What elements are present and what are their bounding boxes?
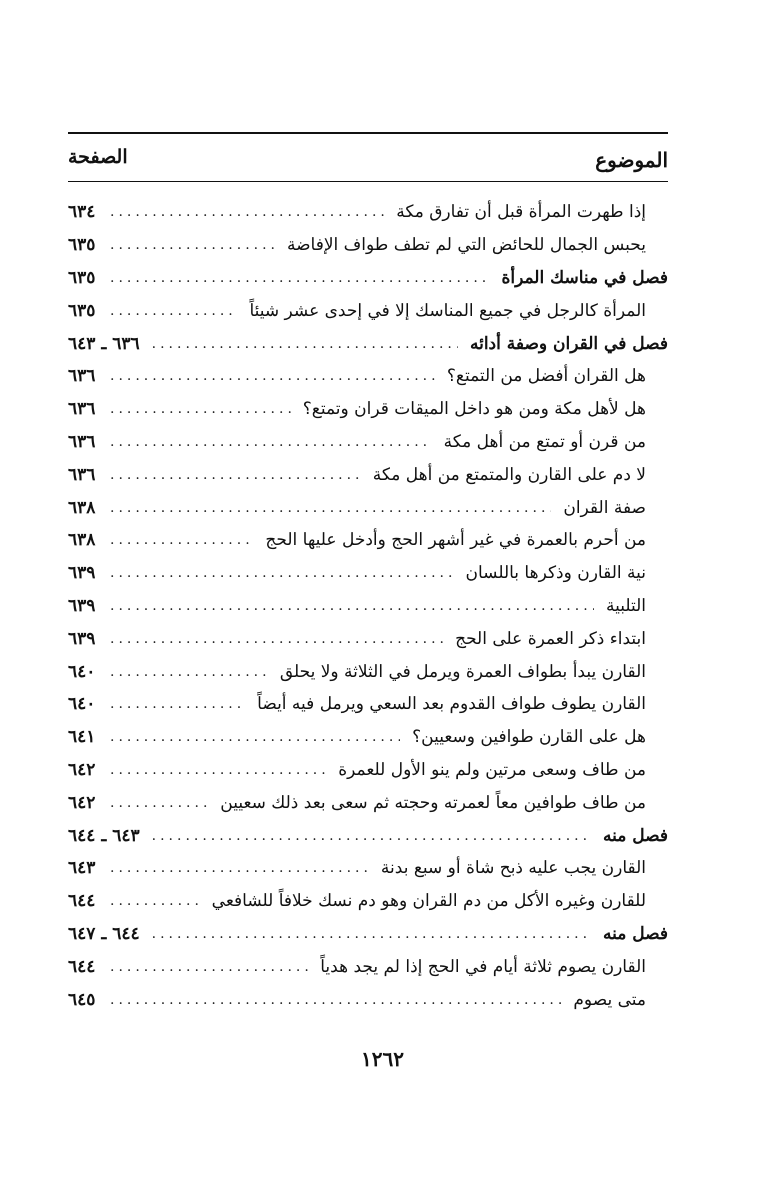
toc-entry-page: ٦٣٤ <box>68 202 96 223</box>
leader-dots <box>110 270 489 286</box>
toc-entry-page: ٦٣٦ <box>68 366 96 387</box>
toc-entry <box>68 950 668 983</box>
leader-dots <box>110 795 208 811</box>
toc-entry-page: ٦٤٥ <box>68 989 96 1010</box>
toc-entry-title: من طاف طوافين معاً لعمرته وحجته ثم سعى بعد ذلك سعيين <box>220 792 646 813</box>
toc-entry-title: صفة القران <box>563 497 646 518</box>
toc-entry-page: ٦٣٦ <box>68 399 96 420</box>
leader-dots <box>110 860 369 876</box>
toc-entry-title: لا دم على القارن والمتمتع من أهل مكة <box>372 464 646 485</box>
toc-entry-title: هل على القارن طوافين وسعيين؟ <box>412 727 646 748</box>
toc-entry-page: ٦٣٥ <box>68 267 96 288</box>
toc-entry-page: ٦٤٠ <box>68 661 96 682</box>
toc-entry <box>68 754 668 787</box>
leader-dots <box>110 434 432 450</box>
toc-entry-title: إذا طهرت المرأة قبل أن تفارق مكة <box>396 202 646 223</box>
toc-entry <box>68 655 668 688</box>
toc-section-entry <box>68 819 668 852</box>
leader-dots <box>110 893 200 909</box>
toc-entry-page: ٦٤٢ <box>68 759 96 780</box>
toc-entry-title: القارن يبدأ بطواف العمرة ويرمل في الثلاثة ولا يحلق <box>279 661 646 682</box>
toc-entry-title: المرأة كالرجل في جميع المناسك إلا في إحدى عشر شيئاً <box>249 300 646 321</box>
toc-entry-page: ٦٣٥ <box>68 300 96 321</box>
toc-entry-title: القارن يطوف طواف القدوم بعد السعي ويرمل فيه أيضاً <box>257 694 646 715</box>
toc-entry <box>68 229 668 262</box>
leader-dots <box>110 368 435 384</box>
toc-section-entry <box>68 327 668 360</box>
toc-entry <box>68 491 668 524</box>
toc-section-entry <box>68 262 668 295</box>
leader-dots <box>110 565 453 581</box>
toc-entry-title: القارن يصوم ثلاثة أيام في الحج إذا لم يجد هدياً <box>320 956 646 977</box>
leader-dots <box>110 500 551 516</box>
toc-entry-title: متى يصوم <box>573 989 646 1010</box>
leader-dots <box>110 696 245 712</box>
leader-dots <box>110 204 384 220</box>
toc-entry <box>68 590 668 623</box>
leader-dots <box>110 303 237 319</box>
toc-entry <box>68 426 668 459</box>
header-rule <box>68 181 668 182</box>
toc-entry-title: هل القران أفضل من التمتع؟ <box>446 366 646 387</box>
leader-dots <box>110 401 291 417</box>
toc-entry-page: ٦٤٤ <box>68 891 96 912</box>
toc-entry-page: ٦٣٩ <box>68 563 96 584</box>
toc-entry <box>68 557 668 590</box>
toc-entry <box>68 852 668 885</box>
toc-entry-page: ٦٣٦ <box>68 431 96 452</box>
toc-entry-page: ٦٣٩ <box>68 595 96 616</box>
toc-entry-page: ٦٤٠ <box>68 694 96 715</box>
toc-entry-page: ٦٣٦ ـ ٦٤٣ <box>68 333 140 354</box>
leader-dots <box>110 631 443 647</box>
page-number: ١٢٦٢ <box>361 1047 404 1071</box>
toc-entry-page: ٦٤١ <box>68 727 96 748</box>
leader-dots <box>110 992 561 1008</box>
toc-entry-title: من قرن أو تمتع من أهل مكة <box>443 431 646 452</box>
topic-column-header: الموضوع <box>595 148 668 172</box>
toc-entry-title: نية القارن وذكرها باللسان <box>465 563 646 584</box>
toc-entry <box>68 885 668 918</box>
toc-entry <box>68 524 668 557</box>
toc-entry <box>68 622 668 655</box>
toc-entry <box>68 688 668 721</box>
toc-entry-page: ٦٤٣ ـ ٦٤٤ <box>68 825 140 846</box>
leader-dots <box>152 828 591 844</box>
leader-dots <box>110 598 594 614</box>
toc-entry-page: ٦٤٤ ـ ٦٤٧ <box>68 923 140 944</box>
toc-entry <box>68 393 668 426</box>
toc-entry-page: ٦٣٨ <box>68 497 96 518</box>
leader-dots <box>110 729 400 745</box>
toc-entry-page: ٦٤٣ <box>68 858 96 879</box>
leader-dots <box>110 959 308 975</box>
toc-entry <box>68 196 668 229</box>
toc-entry-title: هل لأهل مكة ومن هو داخل الميقات قران وتمتع؟ <box>302 399 646 420</box>
leader-dots <box>152 926 591 942</box>
toc-entry <box>68 360 668 393</box>
toc-entry-page: ٦٤٢ <box>68 792 96 813</box>
toc-entry <box>68 721 668 754</box>
leader-dots <box>110 762 326 778</box>
toc-entry <box>68 983 668 1016</box>
toc-entry <box>68 458 668 491</box>
toc-entry-page: ٦٤٤ <box>68 956 96 977</box>
toc-entry <box>68 294 668 327</box>
toc-entry <box>68 786 668 819</box>
toc-entry-page: ٦٣٦ <box>68 464 96 485</box>
toc-entry-page: ٦٣٩ <box>68 628 96 649</box>
toc-entry-title: من طاف وسعى مرتين ولم ينو الأول للعمرة <box>338 759 646 780</box>
page-column-header: الصفحة <box>68 146 128 168</box>
top-rule <box>68 132 668 134</box>
toc-entry-page: ٦٣٨ <box>68 530 96 551</box>
toc-entry-title: القارن يجب عليه ذبح شاة أو سبع بدنة <box>380 858 646 879</box>
toc-entry-title: ابتداء ذكر العمرة على الحج <box>455 628 646 649</box>
toc-entry-title: فصل في القران وصفة أدائه <box>469 333 668 354</box>
toc-entry-title: يحبس الجمال للحائض التي لم تطف طواف الإفاضة <box>287 235 646 256</box>
toc-entry-title: فصل منه <box>602 825 668 846</box>
toc-entry-title: فصل منه <box>602 923 668 944</box>
toc-entry-page: ٦٣٥ <box>68 235 96 256</box>
toc-entry-title: فصل في مناسك المرأة <box>501 267 668 288</box>
toc-entry-title: للقارن وغيره الأكل من دم القران وهو دم نسك خلافاً للشافعي <box>211 891 646 912</box>
toc-section-entry <box>68 918 668 951</box>
leader-dots <box>110 237 275 253</box>
leader-dots <box>110 664 268 680</box>
leader-dots <box>110 532 253 548</box>
leader-dots <box>152 336 458 352</box>
toc-entry-title: من أحرم بالعمرة في غير أشهر الحج وأدخل عليها الحج <box>265 530 646 551</box>
table-of-contents <box>68 196 668 1016</box>
toc-entry-title: التلبية <box>605 595 646 616</box>
leader-dots <box>110 467 361 483</box>
